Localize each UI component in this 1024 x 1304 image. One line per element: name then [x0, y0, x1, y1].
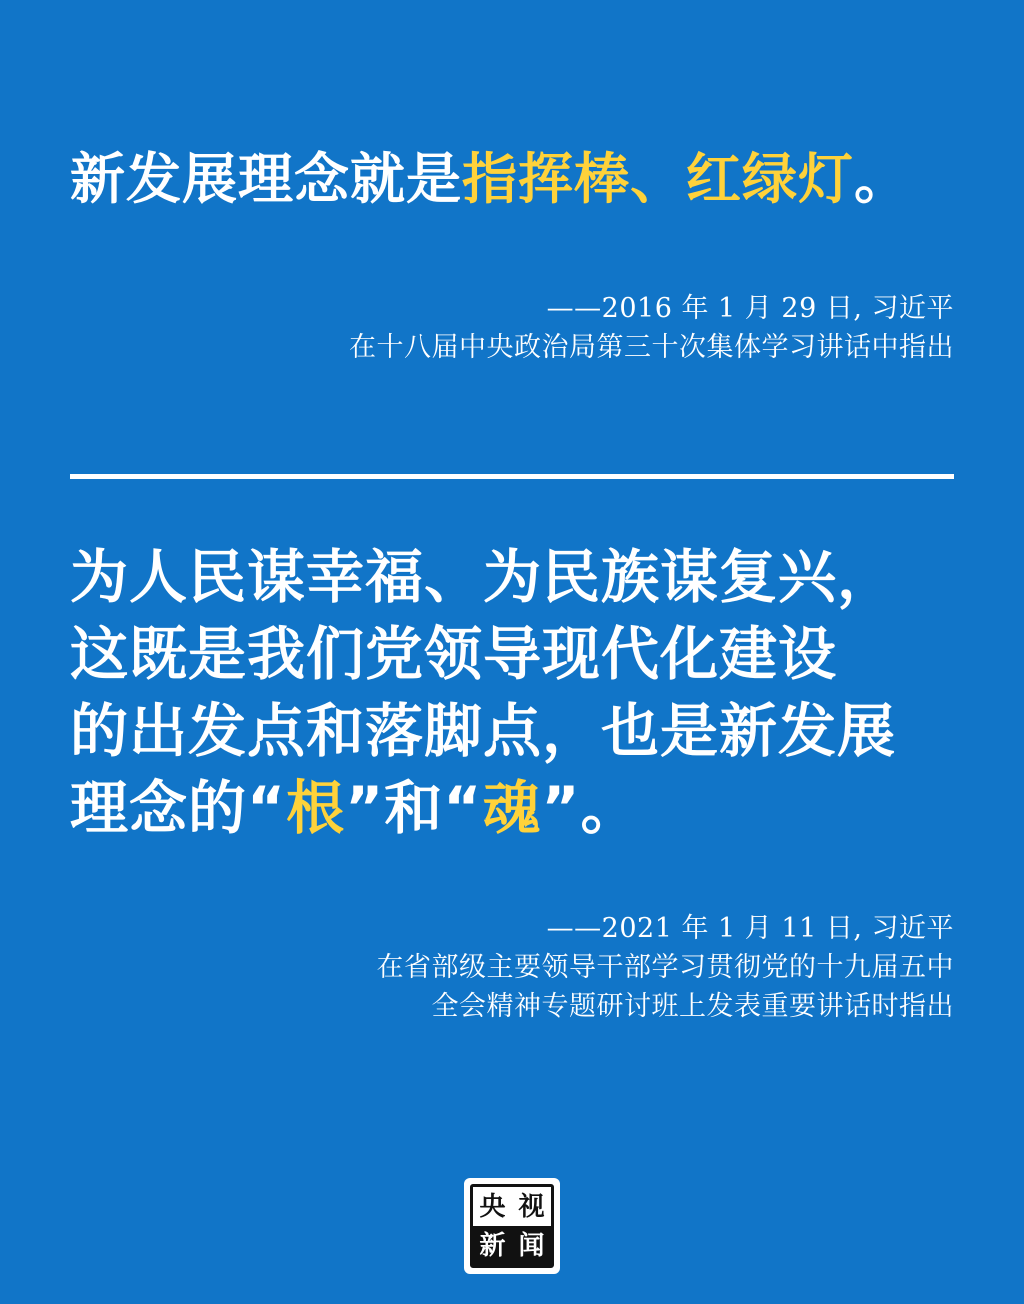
- logo-grid: [470, 1184, 554, 1268]
- logo-char: 央: [479, 1191, 506, 1222]
- attribution-line: ——2016 年 1 月 29 日, 习近平: [546, 293, 954, 325]
- quote-two-highlight-soul: 魂: [482, 773, 542, 842]
- logo-char: 视: [518, 1191, 545, 1222]
- attribution-line: 在省部级主要领导干部学习贯彻党的十九届五中: [376, 952, 954, 984]
- quote-two-last-prefix: 理念的“: [70, 773, 287, 842]
- quote-two-last-middle: ”和“: [345, 773, 483, 842]
- quote-two-line: 这既是我们党领导现代化建设: [70, 619, 838, 688]
- quote-two-line: 为人民谋幸福、为民族谋复兴，: [70, 542, 897, 611]
- quote-block-one: [70, 148, 954, 368]
- quote-two-last-suffix: ”。: [541, 773, 640, 842]
- quote-two-line-last: [70, 770, 954, 847]
- cctv-news-logo: [464, 1178, 560, 1274]
- quote-two-highlight-gen: 根: [286, 773, 346, 842]
- quote-two-line: 的出发点和落脚点，也是新发展: [70, 696, 897, 765]
- quote-one-headline: [70, 148, 954, 211]
- quote-one-text-end: 。: [854, 147, 911, 211]
- quote-one-attribution: [70, 289, 954, 367]
- logo-area: [0, 1178, 1024, 1274]
- attribution-line: 在十八届中央政治局第三十次集体学习讲话中指出: [349, 332, 954, 364]
- attribution-line: 全会精神专题研讨班上发表重要讲话时指出: [431, 991, 954, 1023]
- quote-one-text-start: 新发展理念就是: [70, 147, 463, 211]
- attribution-line: ——2021 年 1 月 11 日, 习近平: [546, 913, 954, 945]
- quote-one-text-highlight: 指挥棒、红绿灯: [462, 147, 855, 211]
- logo-char: 闻: [512, 1226, 551, 1265]
- quote-two-body: [70, 539, 954, 848]
- quote-block-two: [70, 539, 954, 1027]
- quote-two-attribution: [70, 909, 954, 1026]
- logo-char: 新: [473, 1226, 512, 1265]
- section-divider: [70, 474, 954, 479]
